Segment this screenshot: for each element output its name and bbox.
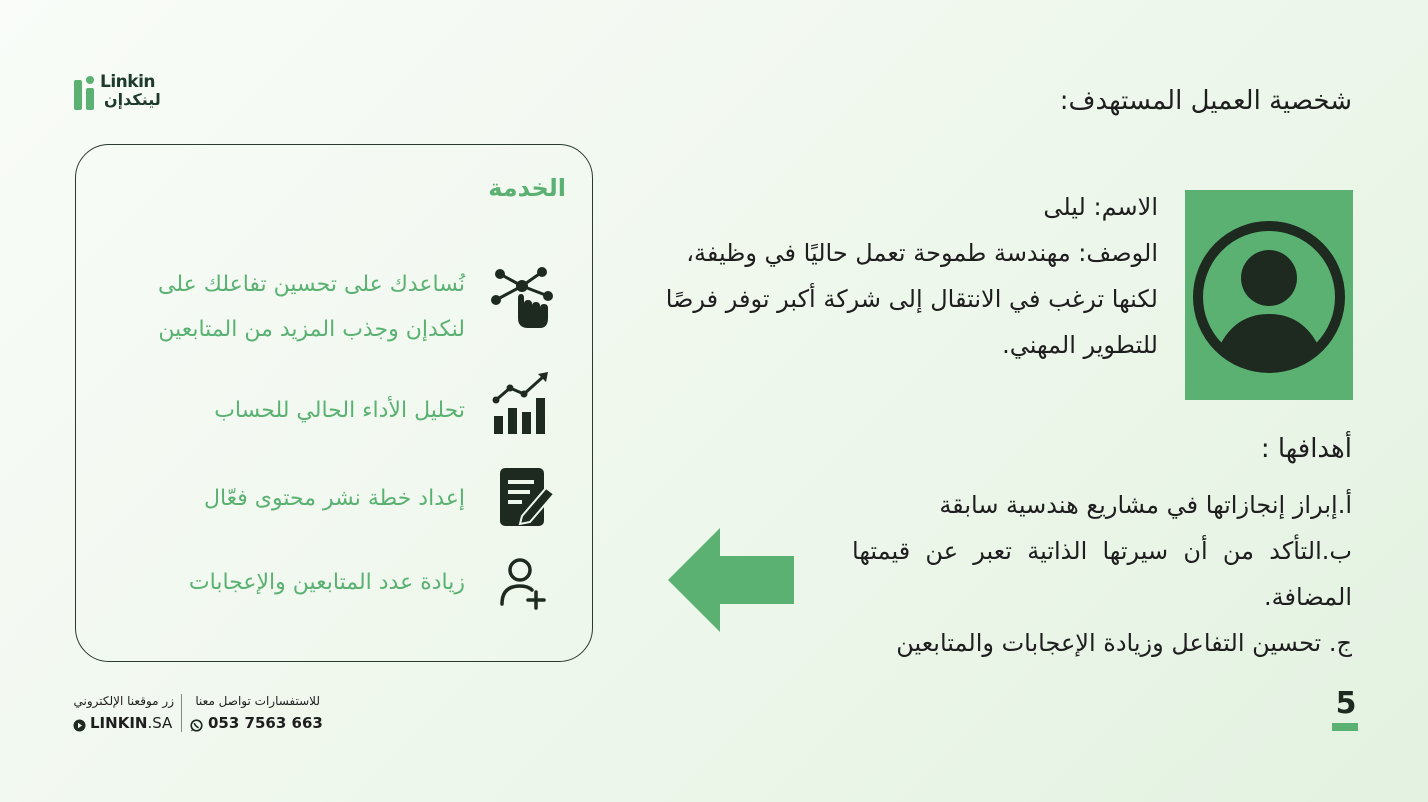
growth-chart-icon xyxy=(486,370,558,442)
left-arrow-icon xyxy=(668,528,794,632)
logo-dot xyxy=(86,76,94,84)
avatar xyxy=(1185,190,1353,400)
site-url-suffix: .SA xyxy=(147,714,173,732)
service-title: الخدمة xyxy=(488,174,566,202)
goal-item: أ.إبراز إنجازاتها في مشاريع هندسية سابقة xyxy=(939,491,1352,519)
arrow-circle-icon xyxy=(73,717,86,730)
network-touch-icon xyxy=(486,262,558,334)
page-title: شخصية العميل المستهدف: xyxy=(1059,86,1352,116)
goals-title: أهدافها : xyxy=(1260,434,1352,464)
page-number: 5 xyxy=(1335,686,1357,721)
contact-phone[interactable] xyxy=(190,714,330,732)
add-user-icon xyxy=(486,548,558,620)
goals-list xyxy=(852,482,1352,666)
site-link[interactable] xyxy=(73,714,183,732)
persona-details xyxy=(638,184,1158,368)
service-item-engagement: نُساعدك على تحسين تفاعلك على لنكدإن وجذب المزيد من المتابعين xyxy=(158,272,465,342)
persona-name: الاسم: ليلى xyxy=(1043,193,1158,221)
logo-mark-stem xyxy=(86,88,94,110)
site-label: زر موقعنا الإلكتروني xyxy=(73,694,174,708)
service-item-content-plan: إعداد خطة نشر محتوى فعّال xyxy=(203,486,465,511)
contact-label: للاستفسارات تواصل معنا xyxy=(195,694,320,708)
persona-description: الوصف: مهندسة طموحة تعمل حاليًا في وظيفة، لكنها ترغب في الانتقال إلى شركة أكبر توفر فرصًا للتطوير المهني. xyxy=(665,239,1158,359)
logo-text-en: Linkin xyxy=(100,72,155,92)
page-number-underline xyxy=(1332,723,1358,731)
whatsapp-icon xyxy=(190,717,203,730)
document-edit-icon xyxy=(486,464,558,536)
logo-text-ar: لينكدإن xyxy=(104,90,161,109)
service-item-analysis: تحليل الأداء الحالي للحساب xyxy=(214,398,465,423)
goal-item: ج. تحسين التفاعل وزيادة الإعجابات والمتابعين xyxy=(896,629,1352,657)
site-url-bold: LINKIN xyxy=(90,714,148,732)
logo xyxy=(74,72,166,112)
goal-item: ب.التأكد من أن سيرتها الذاتية تعبر عن قيمتها المضافة. xyxy=(852,537,1352,611)
phone-number: 053 7563 663 xyxy=(208,714,323,732)
site-url xyxy=(90,714,172,732)
logo-mark xyxy=(74,80,82,110)
service-item-followers: زيادة عدد المتابعين والإعجابات xyxy=(188,570,465,595)
